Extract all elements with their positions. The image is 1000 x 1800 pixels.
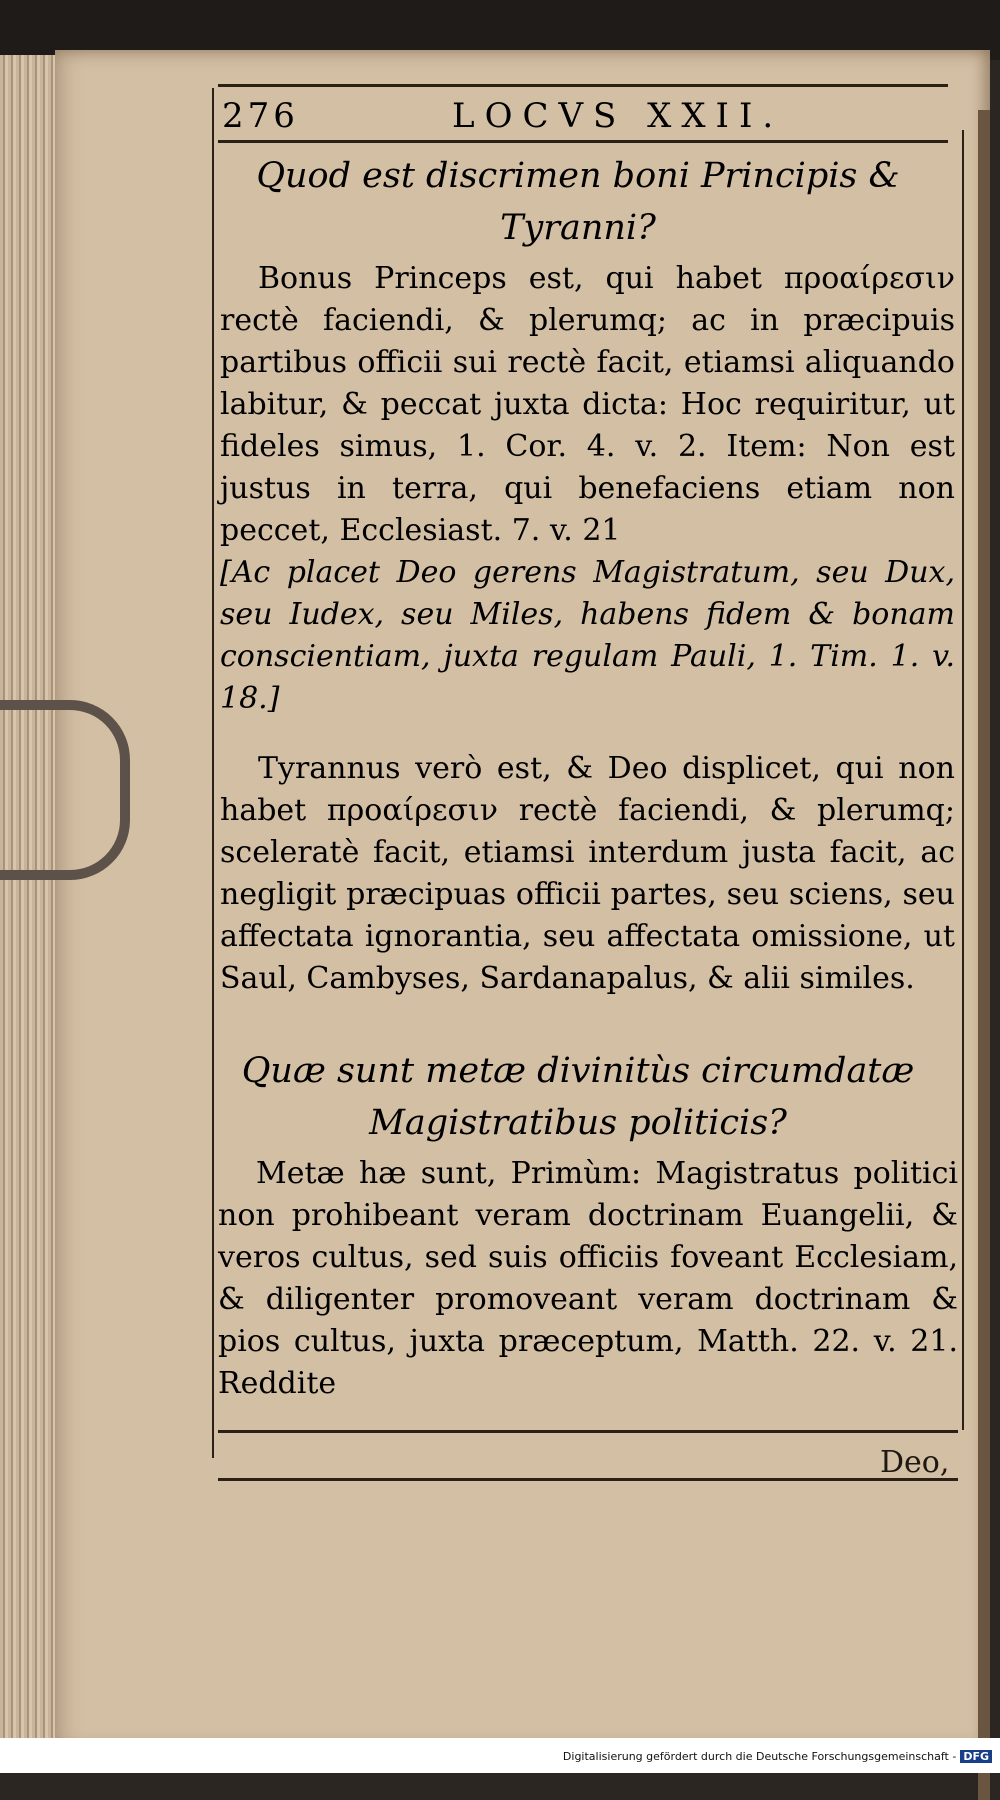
digitization-credit	[563, 1750, 992, 1763]
credit-text: Digitalisierung gefördert durch die Deutsche Forschungsgemeinschaft -	[562, 1750, 957, 1763]
question-heading-1: Quod est discrimen boni Principis & Tyranni?	[256, 156, 900, 248]
paragraph-1: Bonus Princeps est, qui habet προαίρεσιν rectè faciendi, & plerumq; ac in præcipuis partibus officii sui rectè facit, etiamsi aliquando labitur, & peccat juxta dicta: Hoc requiritur, ut fideles simus, 1. Cor. 4. v. 2. Item: Non est justus in terra, qui benefaciens etiam non peccet, Ecclesiast. 7. v. 21	[220, 261, 955, 548]
right-frame-rule	[962, 130, 964, 1430]
page-header	[222, 88, 942, 144]
bookmark-clip	[0, 700, 130, 880]
question-heading-2: Quæ sunt metæ divinitùs circumdatæ Magistratibus politicis?	[241, 1051, 915, 1143]
running-title: LOCVS XXII.	[452, 96, 784, 136]
footer-rule-top	[218, 1430, 958, 1433]
dfg-logo: DFG	[960, 1750, 992, 1763]
paragraph-3: Metæ hæ sunt, Primùm: Magistratus politici non prohibeant veram doctrinam Euangelii, & veros cultus, sed suis officiis foveant Ecclesiam, & diligenter promoveant veram doctrinam & pios cultus, juxta præceptum, Matth. 22. v. 21. Reddite	[218, 1156, 958, 1401]
book-page-edges	[0, 55, 60, 1755]
footer-rule-bottom	[218, 1478, 958, 1481]
catchword: Deo,	[880, 1445, 950, 1480]
page-number: 276	[222, 96, 299, 136]
header-rule-top	[218, 84, 948, 87]
page-right-shadow	[978, 110, 990, 1800]
paragraph-2: Tyrannus verò est, & Deo displicet, qui non habet προαίρεσιν rectè faciendi, & plerumq; sceleratè facit, etiamsi interdum justa facit, ac negligit præcipuas officii partes, seu sciens, seu affectata ignorantia, seu affectata omissione, ut Saul, Cambyses, Sardanapalus, & alii similes.	[220, 751, 955, 996]
paragraph-1-block	[220, 258, 955, 720]
left-frame-rule	[212, 88, 214, 1458]
paragraph-1-bracketed: [Ac placet Deo gerens Magistratum, seu Dux, seu Iudex, seu Miles, habens fidem & bonam conscientiam, juxta regulam Pauli, 1. Tim. 1. v. 18.]	[220, 555, 955, 716]
